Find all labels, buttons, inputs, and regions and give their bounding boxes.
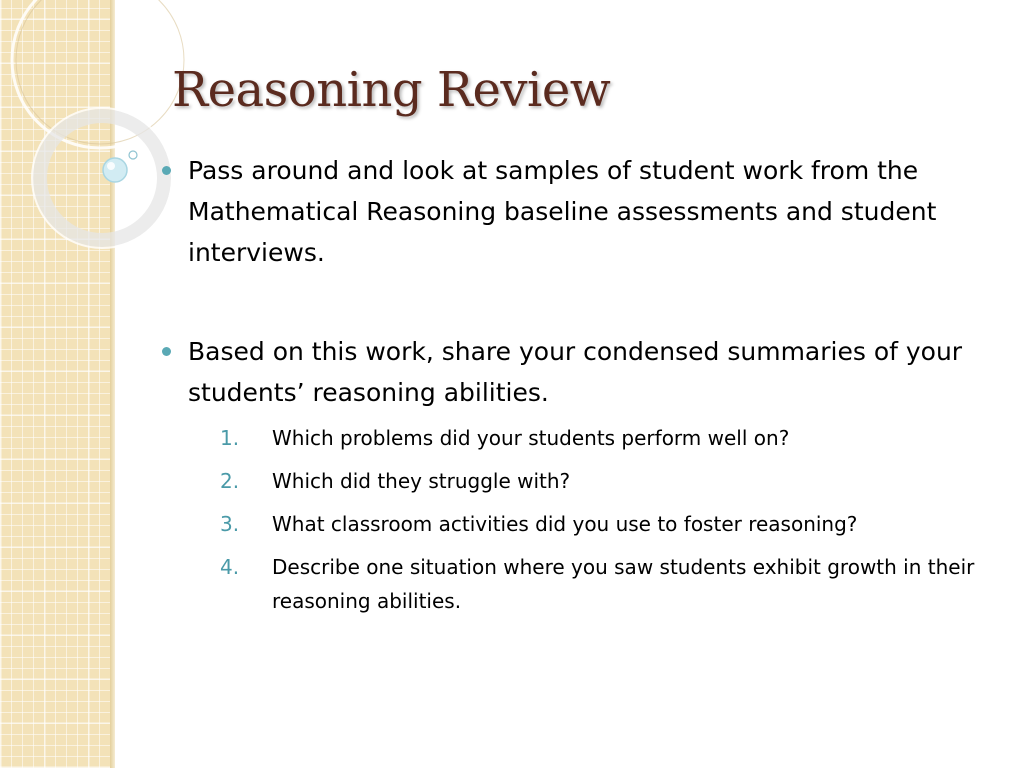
sublist-item <box>188 464 990 498</box>
sublist-item <box>188 421 990 455</box>
sublist-item <box>188 550 990 618</box>
slide-content <box>160 150 990 627</box>
round-bullet-icon <box>162 166 171 175</box>
sublist-text: Which did they struggle with? <box>272 469 571 493</box>
sublist-number: 2. <box>220 469 240 493</box>
sublist-number: 1. <box>220 426 240 450</box>
sublist-text: What classroom activities did you use to foster reasoning? <box>272 512 858 536</box>
sublist-text: Which problems did your students perform well on? <box>272 426 790 450</box>
sublist-number: 4. <box>220 555 240 579</box>
bullet-item <box>160 150 990 273</box>
sublist-text: Describe one situation where you saw students exhibit growth in their reasoning abilities. <box>272 555 975 613</box>
bullet-item <box>160 331 990 618</box>
round-bullet-icon <box>162 347 171 356</box>
sublist-number: 3. <box>220 512 240 536</box>
bullet-text: Based on this work, share your condensed summaries of your students’ reasoning abilities. <box>188 337 963 407</box>
numbered-sublist <box>188 421 990 618</box>
slide-title: Reasoning Review <box>172 62 611 118</box>
side-panel-edge <box>110 0 115 768</box>
side-panel-pattern <box>0 0 110 768</box>
sublist-item <box>188 507 990 541</box>
bullet-text: Pass around and look at samples of student work from the Mathematical Reasoning baseline assessments and student interviews. <box>188 156 937 267</box>
